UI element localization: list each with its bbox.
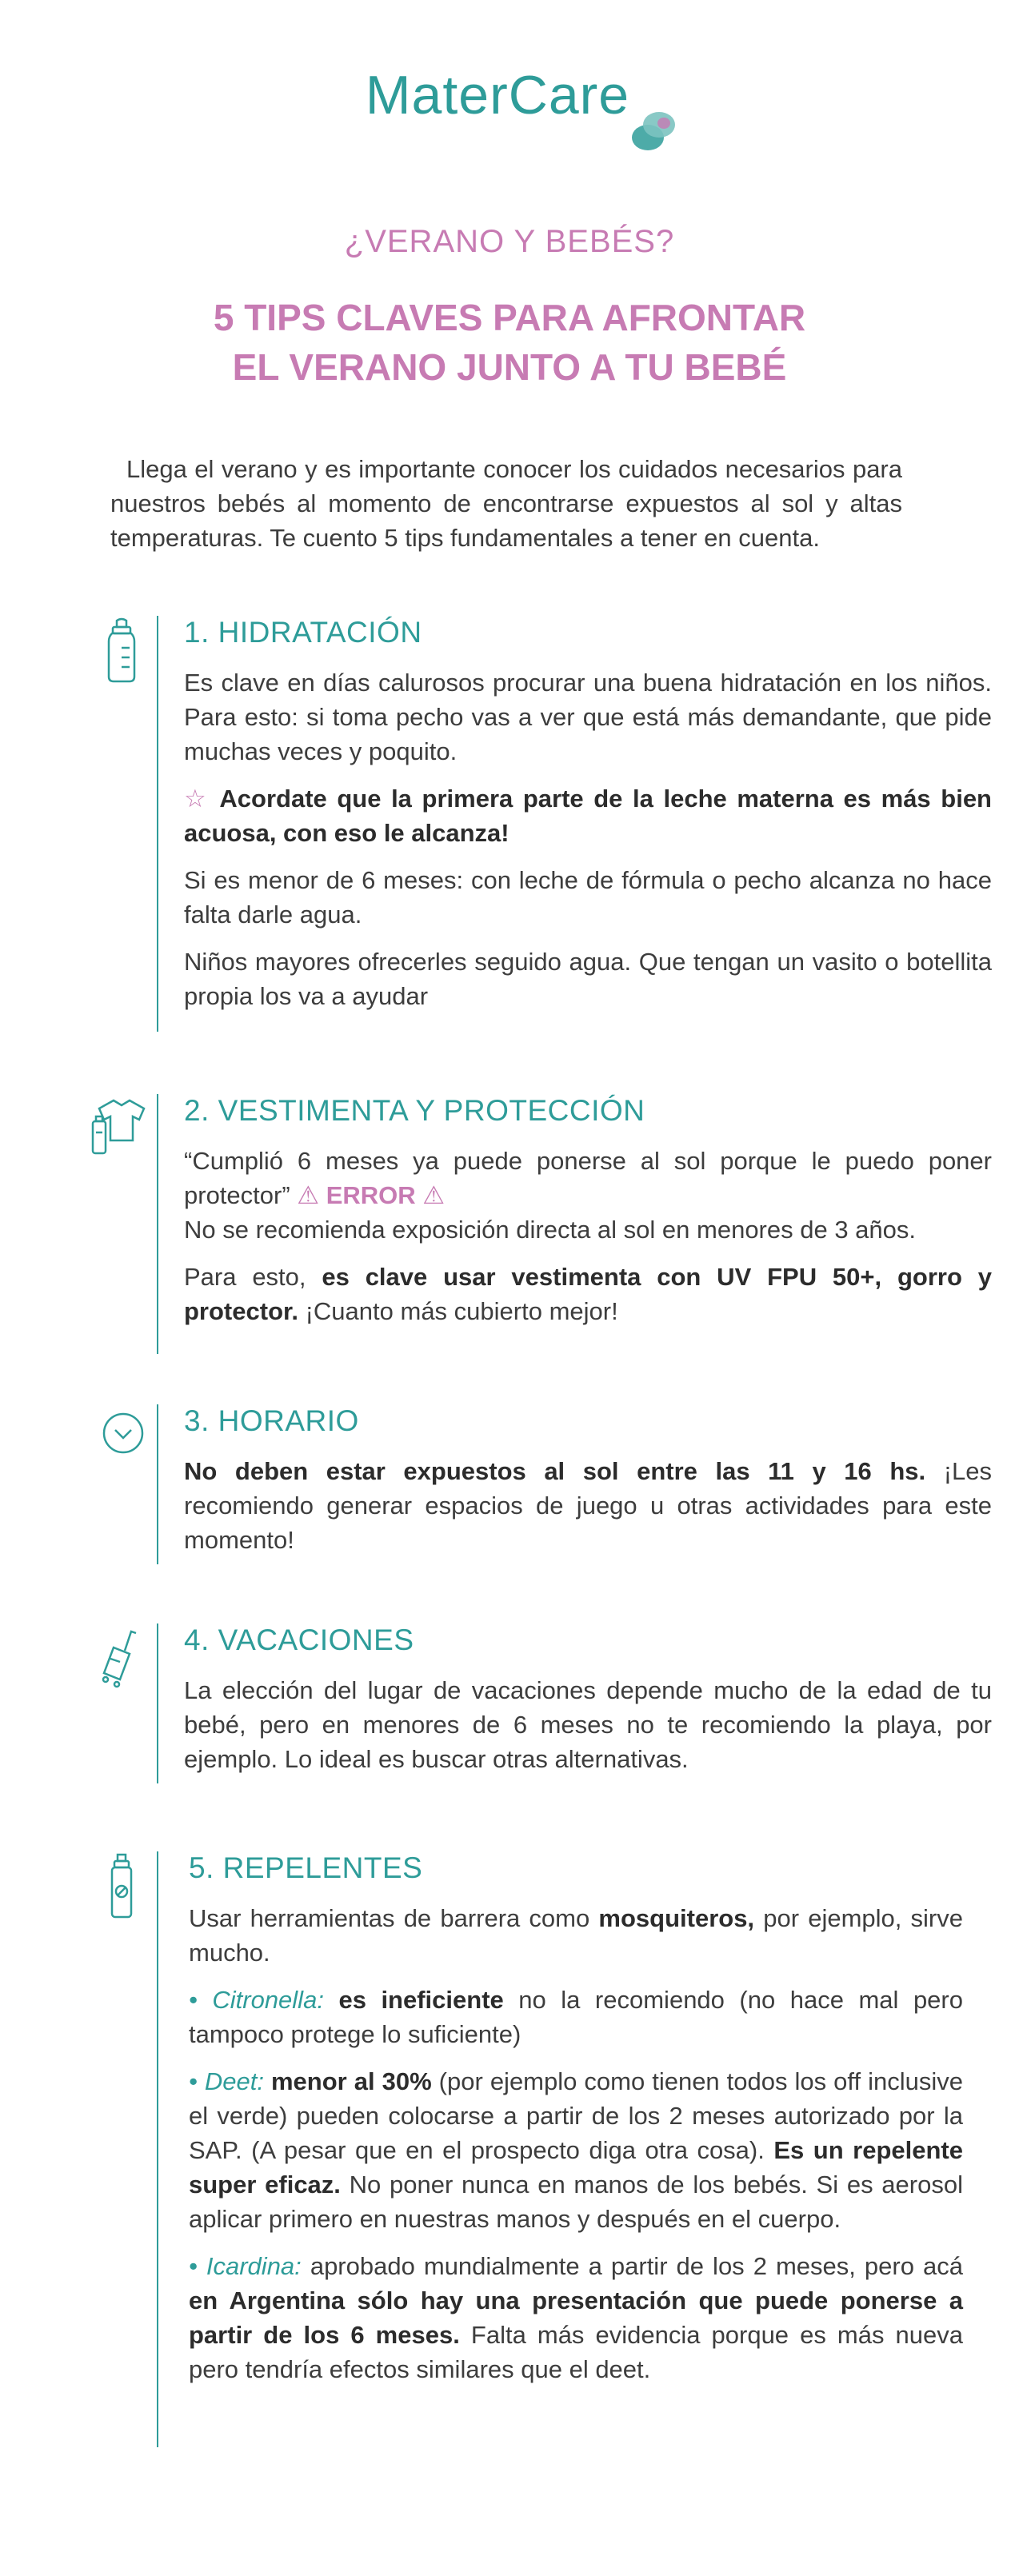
section-divider-line xyxy=(157,616,158,1032)
section-hidratacion xyxy=(90,616,992,1032)
section-vacaciones xyxy=(90,1623,992,1783)
icardina-text-2: Falta más evidencia porque es más nueva pero tendría efectos similares que el deet. xyxy=(189,2321,963,2383)
repellent-spray-icon xyxy=(90,1851,154,1923)
repelentes-highlight: mosquiteros, xyxy=(598,1904,755,1932)
hidratacion-paragraph-2 xyxy=(184,781,992,850)
brand-name: MaterCare xyxy=(365,65,630,126)
clock-icon xyxy=(90,1404,154,1476)
deet-highlight: menor al 30% xyxy=(270,2067,432,2095)
vestimenta-highlight: es clave usar vestimenta con UV FPU 50+, gorro y protector. xyxy=(184,1263,992,1325)
section-body xyxy=(184,616,992,1026)
vestimenta-paragraph-1b: No se recomienda exposición directa al sol en menores de 3 años. xyxy=(184,1216,917,1244)
hidratacion-paragraph-3: Si es menor de 6 meses: con leche de fórmula o pecho alcanza no hace falta darle agua. xyxy=(184,866,992,929)
deet-text-1: (por ejemplo como tienen todos los off inclusive el verde) pueden colocarse a partir de los 2 meses autorizado por la SAP. (A pesar que en el prospecto diga otra cosa). xyxy=(189,2067,963,2164)
logo xyxy=(0,64,1019,126)
repelentes-text-a: Usar herramientas de barrera como xyxy=(189,1904,590,1932)
icardina-label: • Icardina: xyxy=(189,2252,302,2280)
hidratacion-paragraph-4: Niños mayores ofrecerles seguido agua. Que tengan un vasito o botellita propia los va a ayudar xyxy=(184,948,992,1010)
section-title: 2. VESTIMENTA Y PROTECCIÓN xyxy=(184,1094,645,1127)
vestimenta-text-b: ¡Cuanto más cubierto mejor! xyxy=(305,1297,618,1325)
horario-paragraph xyxy=(184,1454,992,1557)
error-warning: ⚠ ERROR ⚠ xyxy=(297,1181,446,1209)
section-vestimenta xyxy=(90,1094,992,1354)
section-title: 4. VACACIONES xyxy=(184,1623,414,1656)
vestimenta-paragraph-1 xyxy=(184,1144,992,1212)
section-body xyxy=(184,1094,992,1341)
horario-text: ¡Les recomiendo generar espacios de juego u otras actividades para este momento! xyxy=(184,1457,992,1554)
section-horario xyxy=(90,1404,992,1564)
section-body xyxy=(184,1623,992,1789)
horario-highlight: No deben estar expuestos al sol entre las 11 y 16 hs. xyxy=(184,1457,926,1485)
citronella-text: no la recomiendo (no hace mal pero tampoco protege lo suficiente) xyxy=(189,1986,963,2048)
hidratacion-paragraph-1: Es clave en días calurosos procurar una buena hidratación en los niños. Para esto: si toma pecho vas a ver que está más demandante, que pide muchas veces y poquito. xyxy=(184,669,992,765)
logo-mark-icon xyxy=(630,106,678,152)
deet-text-2: No poner nunca en manos de los bebés. Si es aerosol aplicar primero en nuestras manos y después en el cuerpo. xyxy=(189,2171,963,2233)
section-divider-line xyxy=(157,1404,158,1564)
deet-highlight-2: Es un repelente super eficaz. xyxy=(189,2136,963,2199)
main-title-line-1: 5 TIPS CLAVES PARA AFRONTAR xyxy=(213,297,806,338)
hidratacion-highlight: Acordate que la primera parte de la leche materna es más bien acuosa, con eso le alcanza! xyxy=(184,785,992,847)
vestimenta-paragraph-2 xyxy=(184,1260,992,1328)
section-repelentes xyxy=(90,1851,963,2447)
section-title: 3. HORARIO xyxy=(184,1404,359,1437)
pre-title: ¿VERANO Y BEBÉS? xyxy=(344,224,675,259)
deet-item xyxy=(189,2064,963,2236)
repelentes-paragraph-1 xyxy=(189,1901,963,1970)
section-divider-line xyxy=(157,1094,158,1354)
vestimenta-quote: “Cumplió 6 meses ya puede ponerse al sol porque le puedo poner protector” xyxy=(184,1147,992,1209)
section-divider-line xyxy=(157,1851,158,2447)
citronella-highlight: es ineficiente xyxy=(338,1986,504,2014)
icardina-text-1: aprobado mundialmente a partir de los 2 meses, pero acá xyxy=(310,2252,963,2280)
vacaciones-paragraph: La elección del lugar de vacaciones depende mucho de la edad de tu bebé, pero en menores de 6 meses no te recomiendo la playa, por ejemplo. Lo ideal es buscar otras alternativas. xyxy=(184,1676,992,1773)
icardina-highlight: en Argentina sólo hay una presentación que puede ponerse a partir de los 6 meses. xyxy=(189,2286,963,2349)
citronella-label: • Citronella: xyxy=(189,1986,324,2014)
icardina-item xyxy=(189,2249,963,2386)
section-title: 1. HIDRATACIÓN xyxy=(184,616,422,649)
baby-clothes-icon xyxy=(90,1094,154,1166)
section-body xyxy=(184,1404,992,1570)
vestimenta-text-a: Para esto, xyxy=(184,1263,306,1291)
main-title xyxy=(0,293,1019,392)
repelentes-text-b: por ejemplo, sirve mucho. xyxy=(189,1904,963,1967)
section-body xyxy=(189,1851,963,2399)
baby-bottle-icon xyxy=(90,616,154,688)
citronella-item xyxy=(189,1983,963,2051)
section-title: 5. REPELENTES xyxy=(189,1851,423,1884)
section-divider-line xyxy=(157,1623,158,1783)
main-title-line-2: EL VERANO JUNTO A TU BEBÉ xyxy=(232,346,787,388)
star-icon: ☆ xyxy=(184,785,210,813)
deet-label: • Deet: xyxy=(189,2067,264,2095)
suitcase-icon xyxy=(90,1623,154,1695)
intro-paragraph: Llega el verano y es importante conocer los cuidados necesarios para nuestros bebés al momento de encontrarse expuestos al sol y altas temperaturas. Te cuento 5 tips fundamentales a tener en cuenta. xyxy=(110,455,902,552)
